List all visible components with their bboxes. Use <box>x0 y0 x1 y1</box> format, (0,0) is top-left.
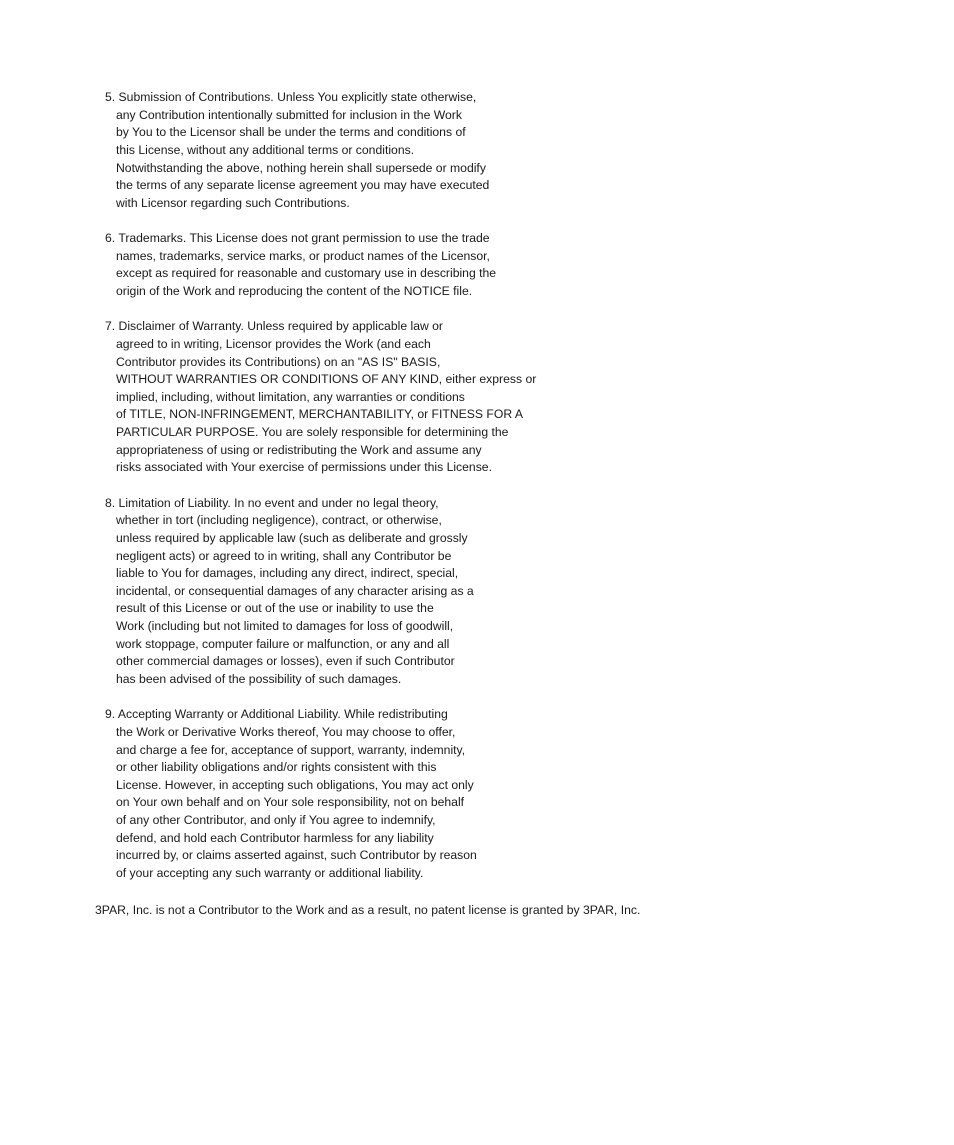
text-line: whether in tort (including negligence), contract, or otherwise, <box>116 513 442 528</box>
section-accepting-warranty <box>105 706 665 882</box>
text-line: on Your own behalf and on Your sole responsibility, not on behalf <box>116 795 465 810</box>
section-disclaimer-of-warranty <box>105 318 665 477</box>
section-submission-of-contributions <box>105 89 665 212</box>
text-line: defend, and hold each Contributor harmless for any liability <box>116 830 434 845</box>
text-line: the terms of any separate license agreement you may have executed <box>116 178 490 193</box>
text-line: 5. Submission of Contributions. Unless You explicitly state otherwise, <box>105 90 477 104</box>
text-line: negligent acts) or agreed to in writing, shall any Contributor be <box>116 548 452 563</box>
text-line: the Work or Derivative Works thereof, You may choose to offer, <box>116 724 456 739</box>
text-line: of TITLE, NON-INFRINGEMENT, MERCHANTABILITY, or FITNESS FOR A <box>116 407 523 422</box>
text-line: WITHOUT WARRANTIES OR CONDITIONS OF ANY KIND, either express or <box>116 372 537 387</box>
text-line: result of this License or out of the use or inability to use the <box>116 601 434 616</box>
section-trademarks <box>105 230 665 301</box>
text-line: Notwithstanding the above, nothing herein shall supersede or modify <box>116 160 486 175</box>
patent-license-note: 3PAR, Inc. is not a Contributor to the Work and as a result, no patent license is granted by 3PAR, Inc. <box>95 903 641 917</box>
text-line: except as required for reasonable and customary use in describing the <box>116 266 497 281</box>
text-line: names, trademarks, service marks, or product names of the Licensor, <box>116 248 490 263</box>
text-line: implied, including, without limitation, any warranties or conditions <box>116 389 465 404</box>
text-line: unless required by applicable law (such as deliberate and grossly <box>116 530 468 545</box>
text-line: of any other Contributor, and only if You agree to indemnify, <box>116 813 436 828</box>
text-line: any Contribution intentionally submitted for inclusion in the Work <box>116 107 462 122</box>
text-line: by You to the Licensor shall be under the terms and conditions of <box>116 125 466 140</box>
text-line: work stoppage, computer failure or malfunction, or any and all <box>116 636 450 651</box>
section-limitation-of-liability <box>105 495 665 689</box>
text-line: liable to You for damages, including any direct, indirect, special, <box>116 566 459 581</box>
text-line: has been advised of the possibility of such damages. <box>116 672 402 686</box>
text-line: 9. Accepting Warranty or Additional Liability. While redistributing <box>105 707 448 722</box>
text-line: agreed to in writing, Licensor provides the Work (and each <box>116 336 431 351</box>
text-line: Contributor provides its Contributions) on an "AS IS" BASIS, <box>116 354 441 369</box>
license-text-body <box>105 89 665 900</box>
text-line: origin of the Work and reproducing the content of the NOTICE file. <box>116 284 473 298</box>
text-line: Work (including but not limited to damages for loss of goodwill, <box>116 619 454 634</box>
text-line: this License, without any additional terms or conditions. <box>116 142 415 157</box>
text-line: License. However, in accepting such obligations, You may act only <box>116 777 474 792</box>
text-line: other commercial damages or losses), even if such Contributor <box>116 654 455 669</box>
text-line: risks associated with Your exercise of permissions under this License. <box>116 460 492 475</box>
text-line: PARTICULAR PURPOSE. You are solely responsible for determining the <box>116 425 509 440</box>
text-line: appropriateness of using or redistributing the Work and assume any <box>116 442 482 457</box>
text-line: incidental, or consequential damages of any character arising as a <box>116 583 474 598</box>
text-line: 7. Disclaimer of Warranty. Unless required by applicable law or <box>105 319 443 334</box>
text-line: incurred by, or claims asserted against, such Contributor by reason <box>116 848 477 863</box>
text-line: 8. Limitation of Liability. In no event and under no legal theory, <box>105 495 439 510</box>
text-line: or other liability obligations and/or rights consistent with this <box>116 760 437 775</box>
text-line: and charge a fee for, acceptance of support, warranty, indemnity, <box>116 742 466 757</box>
text-line: 6. Trademarks. This License does not grant permission to use the trade <box>105 231 490 246</box>
text-line: with Licensor regarding such Contributions. <box>116 195 350 210</box>
text-line: of your accepting any such warranty or additional liability. <box>116 866 424 880</box>
